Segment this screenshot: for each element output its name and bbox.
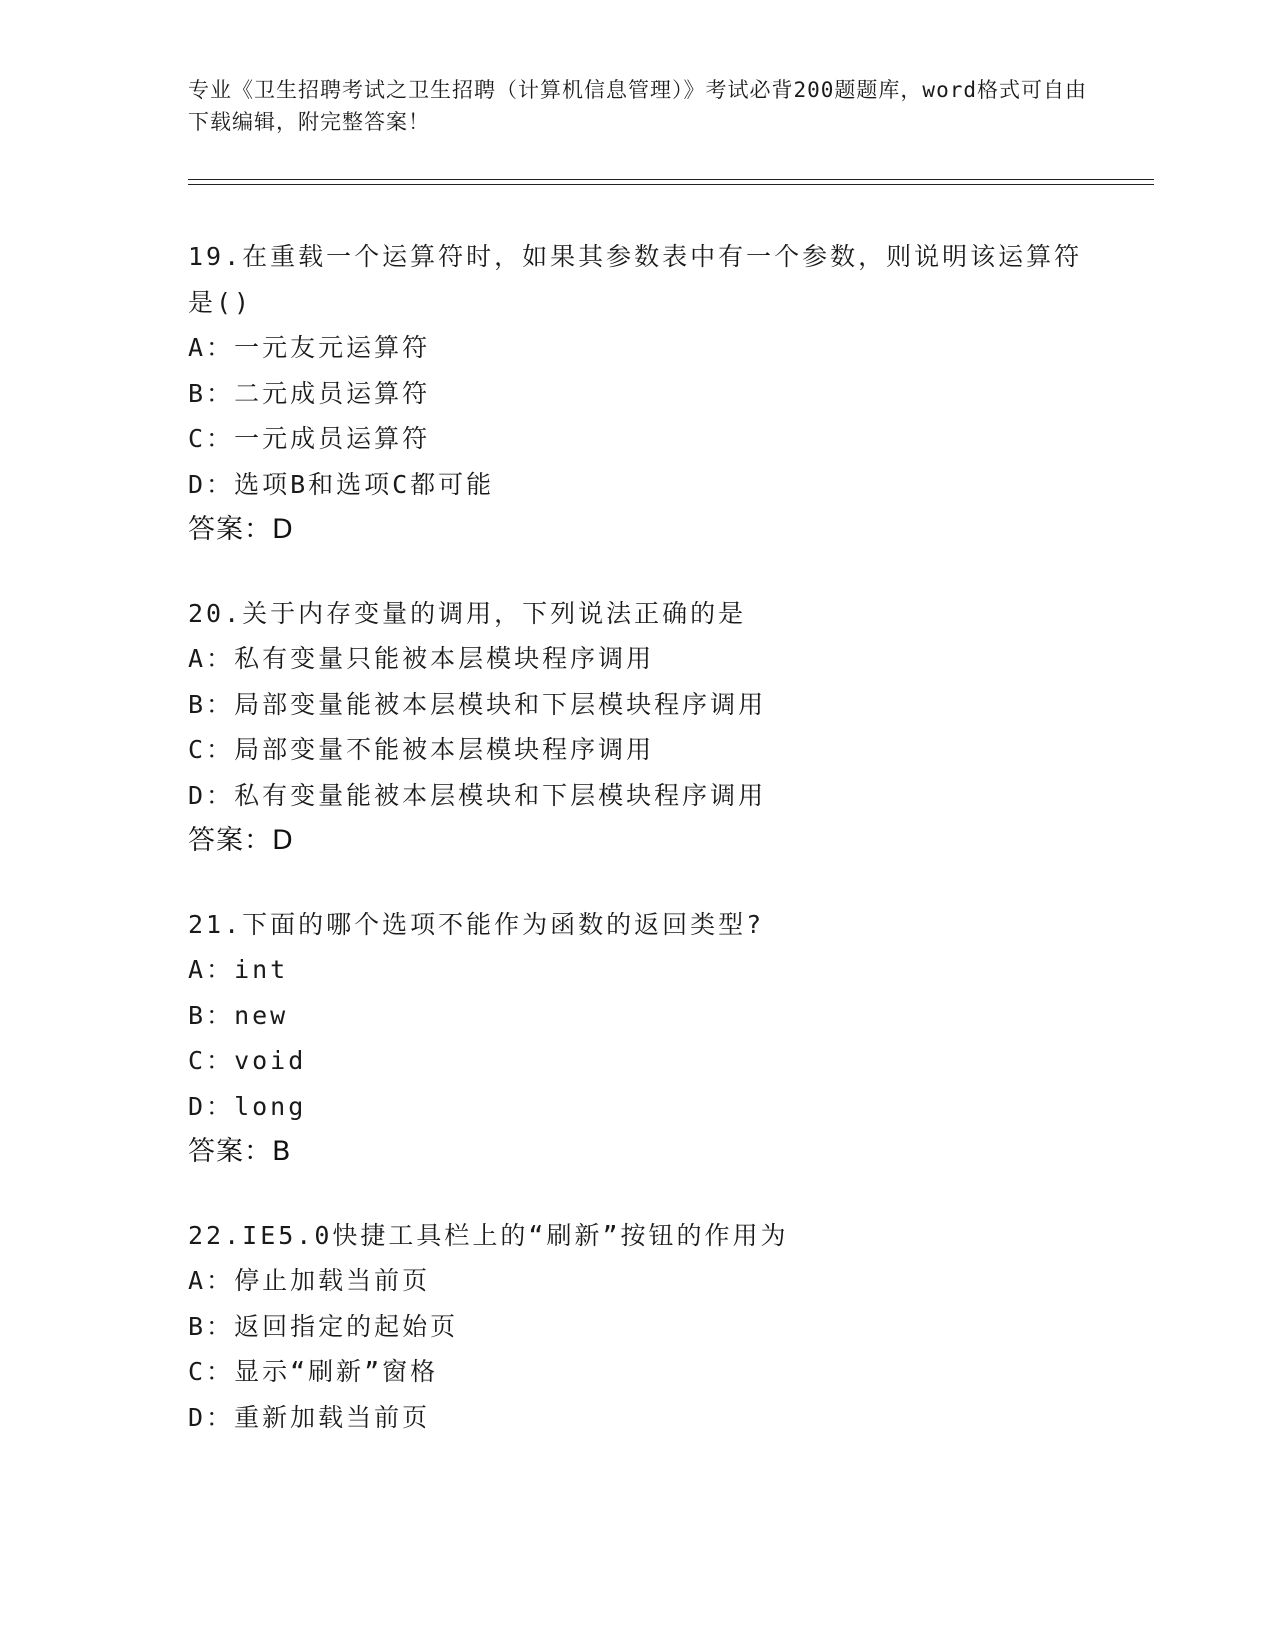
option-label: A： [188, 955, 235, 984]
option-label: D： [188, 1402, 235, 1432]
option-label: B： [188, 689, 235, 719]
question-22 [188, 1213, 1108, 1441]
option-label: D： [188, 469, 235, 499]
option-c [188, 1038, 1108, 1084]
option-text: 二元成员运算符 [234, 378, 431, 408]
option-b [188, 1304, 1108, 1350]
question-number: 20. [188, 598, 243, 628]
option-a [188, 1258, 1108, 1304]
question-19 [188, 234, 1108, 553]
option-label: A： [188, 1266, 235, 1295]
option-a [188, 947, 1108, 993]
question-20 [188, 591, 1108, 864]
option-label: D： [188, 1091, 235, 1121]
option-a [188, 636, 1108, 682]
option-text: 重新加载当前页 [234, 1402, 431, 1432]
question-text [188, 1213, 1108, 1259]
option-text: 一元友元运算符 [234, 333, 431, 362]
option-text: 选项B和选项C都可能 [234, 469, 495, 499]
question-number: 19. [188, 242, 243, 271]
document-header: 专业《卫生招聘考试之卫生招聘（计算机信息管理）》考试必背200题题库，word格式可自由下载编辑，附完整答案！ [188, 78, 1087, 134]
option-text: 显示“刷新”窗格 [234, 1357, 439, 1386]
option-c [188, 1349, 1108, 1395]
question-text [188, 591, 1108, 637]
option-label: C： [188, 735, 235, 764]
option-text: void [234, 1046, 307, 1075]
option-text: 停止加载当前页 [234, 1266, 431, 1295]
header-divider-top [188, 179, 1154, 180]
option-text: 返回指定的起始页 [234, 1311, 459, 1341]
header-divider-bottom [188, 184, 1154, 185]
option-d [188, 773, 1108, 819]
option-label: C： [188, 1357, 235, 1386]
option-label: D： [188, 780, 235, 810]
option-text: 私有变量能被本层模块和下层模块程序调用 [234, 780, 767, 810]
option-c [188, 727, 1108, 773]
option-text: 一元成员运算符 [234, 424, 431, 453]
answer-label: 答案： [188, 514, 272, 545]
option-b [188, 371, 1108, 417]
question-stem: 关于内存变量的调用，下列说法正确的是 [242, 598, 747, 628]
option-b [188, 993, 1108, 1039]
question-stem: 在重载一个运算符时，如果其参数表中有一个参数，则说明该运算符是() [188, 242, 1083, 317]
option-text: int [234, 955, 289, 984]
option-label: A： [188, 644, 235, 673]
answer-line [188, 507, 1108, 553]
option-label: B： [188, 1311, 235, 1341]
option-label: A： [188, 333, 235, 362]
answer-label: 答案： [188, 1136, 272, 1167]
answer-value: B [272, 1136, 292, 1167]
answer-line [188, 818, 1108, 864]
option-label: C： [188, 424, 235, 453]
answer-value: D [272, 825, 294, 856]
question-number: 22. [188, 1220, 243, 1250]
question-stem: IE5.0快捷工具栏上的“刷新”按钮的作用为 [242, 1220, 789, 1250]
option-text: 局部变量能被本层模块和下层模块程序调用 [234, 689, 767, 719]
option-d [188, 1395, 1108, 1441]
option-text: 私有变量只能被本层模块程序调用 [234, 644, 655, 673]
option-text: new [234, 1000, 289, 1030]
option-c [188, 416, 1108, 462]
option-text: long [234, 1091, 307, 1121]
answer-line [188, 1129, 1108, 1175]
question-list [188, 234, 1108, 1478]
answer-value: D [272, 514, 294, 545]
option-label: C： [188, 1046, 235, 1075]
option-d [188, 1084, 1108, 1130]
option-d [188, 462, 1108, 508]
question-stem: 下面的哪个选项不能作为函数的返回类型? [242, 909, 765, 939]
question-text [188, 234, 1108, 325]
option-label: B： [188, 378, 235, 408]
option-label: B： [188, 1000, 235, 1030]
option-b [188, 682, 1108, 728]
question-21 [188, 902, 1108, 1175]
answer-label: 答案： [188, 825, 272, 856]
option-text: 局部变量不能被本层模块程序调用 [234, 735, 655, 764]
option-a [188, 325, 1108, 371]
question-number: 21. [188, 909, 243, 939]
question-text [188, 902, 1108, 948]
